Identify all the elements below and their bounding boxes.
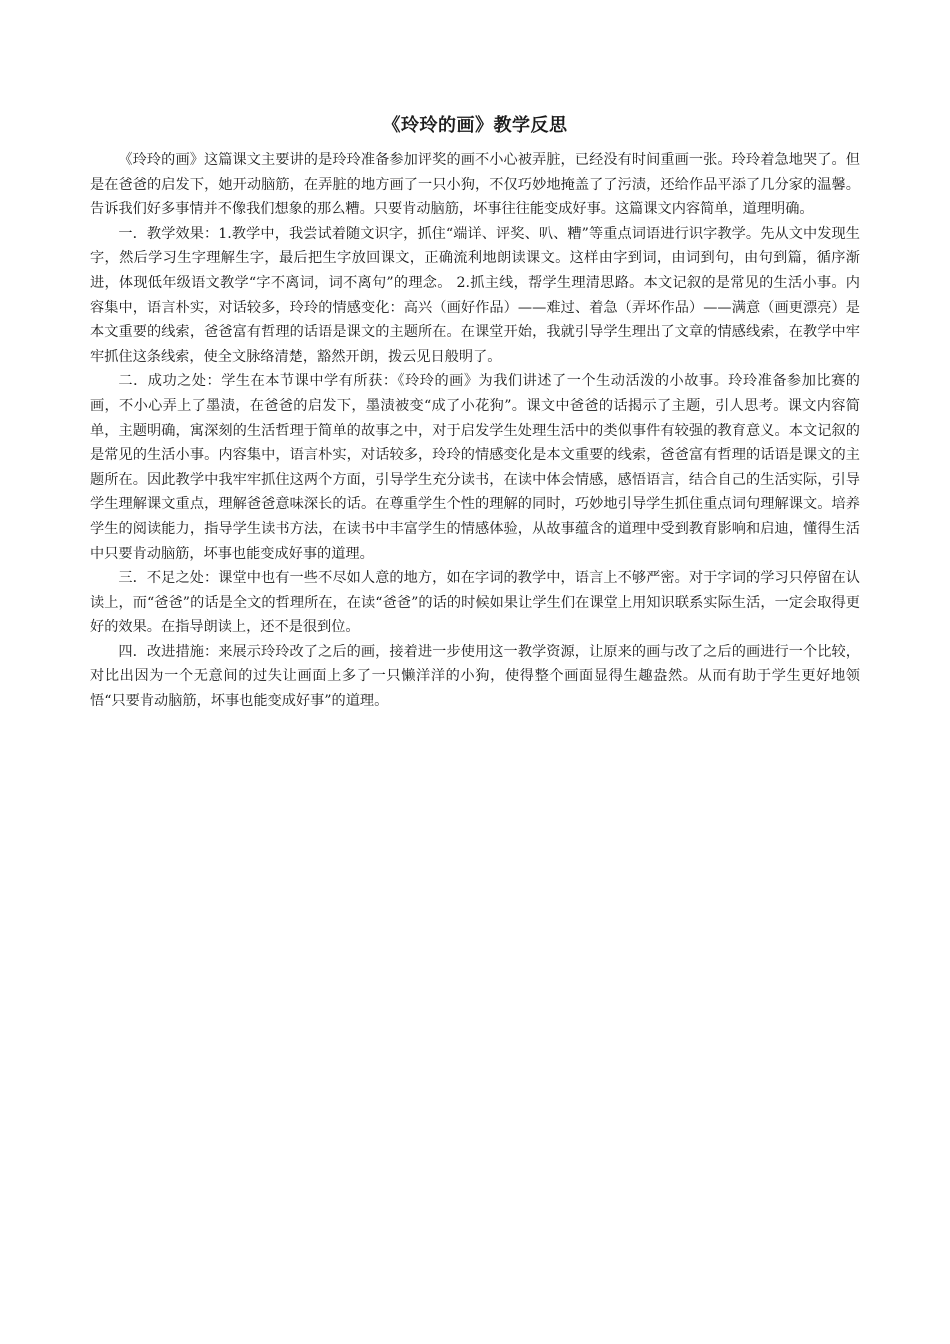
- paragraph-shortcomings: 三．不足之处：课堂中也有一些不尽如人意的地方，如在字词的教学中，语言上不够严密。对于字词的学习只停留在认读上，而“爸爸”的话是全文的哲理所在，在读“爸爸”的话的时候如果让学生们在课堂上用知识联系实际生活，一定会取得更好的效果。在指导朗读上，还不是很到位。: [90, 570, 860, 636]
- paragraph-intro: 《玲玲的画》这篇课文主要讲的是玲玲准备参加评奖的画不小心被弄脏，已经没有时间重画一张。玲玲着急地哭了。但是在爸爸的启发下，她开动脑筋，在弄脏的地方画了一只小狗，不仅巧妙地掩盖了了污渍，还给作品平添了几分家的温馨。告诉我们好多事情并不像我们想象的那么糟。只要肯动脑筋，坏事往往能变成好事。这篇课文内容简单，道理明确。: [90, 152, 860, 218]
- document-page: [90, 112, 860, 714]
- paragraph-success: 二．成功之处：学生在本节课中学有所获：《玲玲的画》为我们讲述了一个生动活泼的小故事。玲玲准备参加比赛的画，不小心弄上了墨渍，在爸爸的启发下，墨渍被变“成了小花狗”。课文中爸爸的话揭示了主题，引人思考。课文内容简单，主题明确，寓深刻的生活哲理于简单的故事之中，对于启发学生处理生活中的类似事件有较强的教育意义。本文记叙的是常见的生活小事。内容集中，语言朴实，对话较多，玲玲的情感变化是本文重要的线索，爸爸富有哲理的话语是课文的主题所在。因此教学中我牢牢抓住这两个方面，引导学生充分读书，在读中体会情感，感悟语言，结合自己的生活实际，引导学生理解课文重点，理解爸爸意味深长的话。在尊重学生个性的理解的同时，巧妙地引导学生抓住重点词句理解课文。培养学生的阅读能力，指导学生读书方法，在读书中丰富学生的情感体验，从故事蕴含的道理中受到教育影响和启迪，懂得生活中只要肯动脑筋，坏事也能变成好事的道理。: [90, 373, 860, 562]
- paragraph-improvements: 四．改进措施：来展示玲玲改了之后的画，接着进一步使用这一教学资源，让原来的画与改了之后的画进行一个比较，对比出因为一个无意间的过失让画面上多了一只懒洋洋的小狗，使得整个画面显得生趣盎然。从而有助于学生更好地领悟“只要肯动脑筋，坏事也能变成好事”的道理。: [90, 643, 860, 710]
- document-title: 《玲玲的画》教学反思: [382, 115, 568, 136]
- paragraph-teaching-effect: 一．教学效果：1.教学中，我尝试着随文识字，抓住“端详、评奖、叭、糟”等重点词语进行识字教学。先从文中发现生字，然后学习生字理解生字，最后把生字放回课文，正确流利地朗读课文。这样由字到词，由词到句，由句到篇，循序渐进，体现低年级语文教学“字不离词，词不离句”的理念。 2.抓主线，帮学生理清思路。本文记叙的是常见的生活小事。内容集中，语言朴实，对话较多，玲玲的情感变化：高兴（画好作品）——难过、着急（弄坏作品）——满意（画更漂亮）是本文重要的线索，爸爸富有哲理的话语是课文的主题所在。在课堂开始，我就引导学生理出了文章的情感线索，在教学中牢牢抓住这条线索，使全文脉络清楚，豁然开朗，拨云见日般明了。: [90, 225, 860, 365]
